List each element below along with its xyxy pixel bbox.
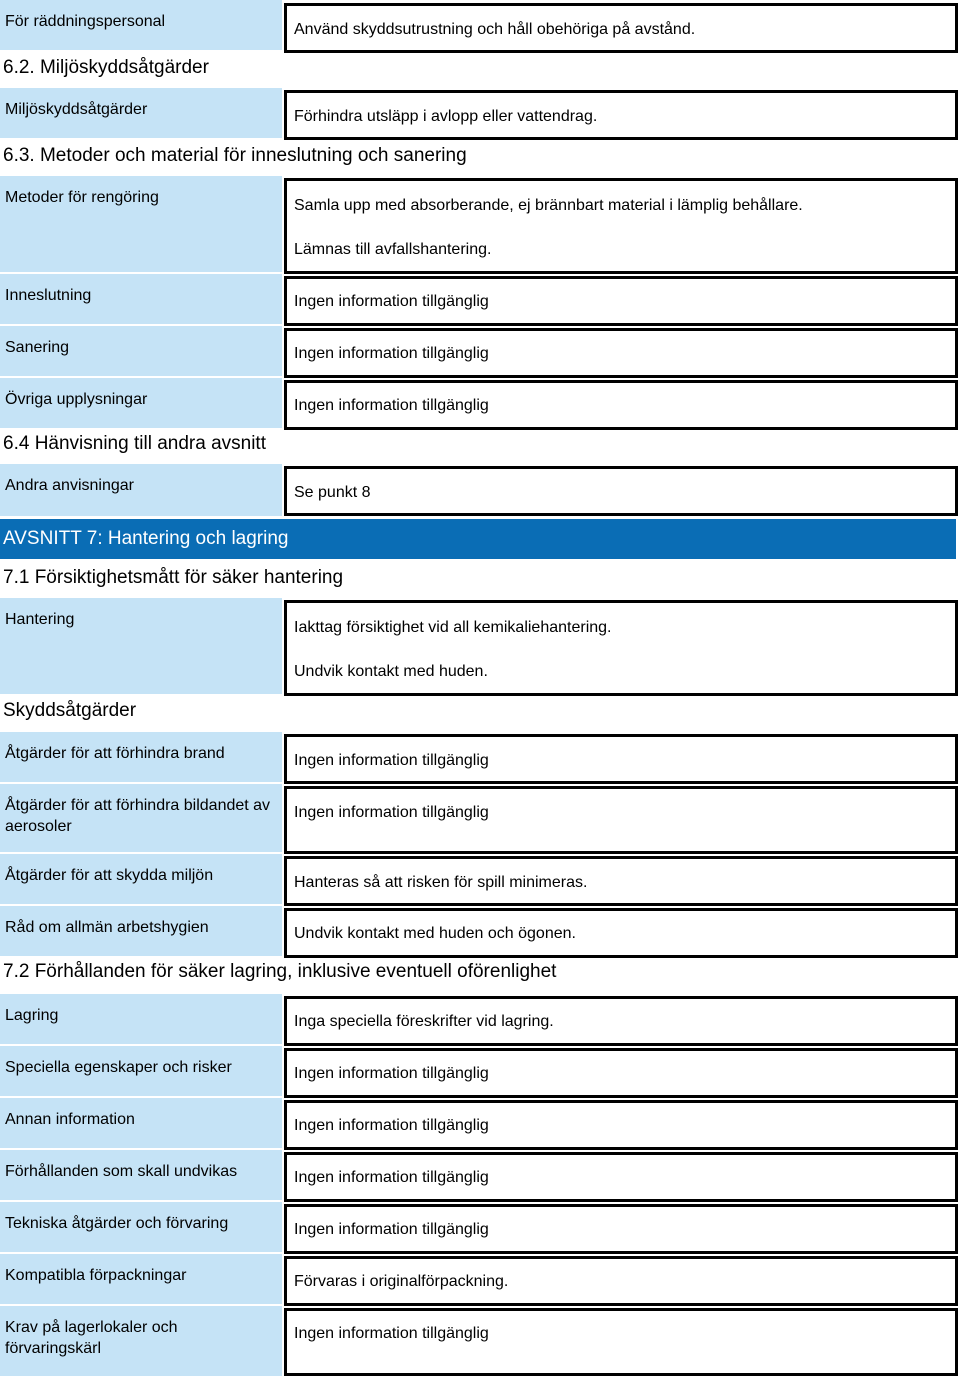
field-value: Ingen information tillgänglig — [294, 1117, 489, 1134]
label-cell — [0, 326, 282, 376]
value-cell — [284, 1256, 958, 1306]
field-value: Ingen information tillgänglig — [294, 804, 489, 821]
value-cell — [284, 734, 958, 784]
label-cell — [0, 274, 282, 324]
field-label: Speciella egenskaper och risker — [5, 1059, 232, 1076]
field-label: Metoder för rengöring — [5, 189, 159, 206]
label-cell — [0, 1046, 282, 1096]
field-label: Miljöskyddsåtgärder — [5, 101, 148, 118]
value-cell — [284, 276, 958, 326]
label-cell — [0, 784, 282, 852]
label-cell — [0, 464, 282, 516]
field-label: Hantering — [5, 611, 75, 628]
field-label: Andra anvisningar — [5, 477, 134, 494]
field-value: Förvaras i originalförpackning. — [294, 1273, 509, 1290]
label-cell — [0, 176, 282, 272]
value-cell — [284, 1100, 958, 1150]
field-label: Förhållanden som skall undvikas — [5, 1163, 238, 1180]
value-cell — [284, 328, 958, 378]
value-cell — [284, 600, 958, 696]
field-value: Förhindra utsläpp i avlopp eller vattendrag. — [294, 108, 598, 125]
field-value: Inga speciella föreskrifter vid lagring. — [294, 1013, 554, 1030]
field-label: Åtgärder för att förhindra bildandet av aerosoler — [5, 797, 271, 835]
heading-skyddsatgarder: Skyddsåtgärder — [3, 700, 137, 721]
field-label: Åtgärder för att skydda miljön — [5, 867, 214, 884]
heading-6-3: 6.3. Metoder och material för inneslutning och sanering — [3, 145, 467, 166]
heading-7-2: 7.2 Förhållanden för säker lagring, inklusive eventuell oförenlighet — [3, 961, 557, 982]
label-cell — [0, 1202, 282, 1252]
value-cell — [284, 1204, 958, 1254]
field-value: Ingen information tillgänglig — [294, 752, 489, 769]
heading-7-1: 7.1 Försiktighetsmått för säker hantering — [3, 567, 344, 588]
field-value: Hanteras så att risken för spill minimeras. — [294, 874, 588, 891]
field-value: Iakttag försiktighet vid all kemikaliehantering. — [294, 619, 612, 636]
label-cell — [0, 1098, 282, 1148]
label-cell — [0, 0, 282, 50]
field-label: Annan information — [5, 1111, 135, 1128]
value-cell — [284, 380, 958, 430]
label-cell — [0, 88, 282, 138]
field-label: Tekniska åtgärder och förvaring — [5, 1215, 229, 1232]
field-value: Ingen information tillgänglig — [294, 1221, 489, 1238]
field-value: Ingen information tillgänglig — [294, 397, 489, 414]
value-cell — [284, 1308, 958, 1376]
field-label: För räddningspersonal — [5, 13, 166, 30]
field-value: Ingen information tillgänglig — [294, 1065, 489, 1082]
label-cell — [0, 598, 282, 694]
field-value: Använd skyddsutrustning och håll obehöriga på avstånd. — [294, 21, 696, 38]
field-label: Krav på lagerlokaler och förvaringskärl — [5, 1319, 178, 1357]
label-cell — [0, 1150, 282, 1200]
field-label: Inneslutning — [5, 287, 92, 304]
field-label: Lagring — [5, 1007, 59, 1024]
field-value: Undvik kontakt med huden. — [294, 663, 488, 680]
label-cell — [0, 378, 282, 428]
label-cell — [0, 1254, 282, 1304]
field-label: Råd om allmän arbetshygien — [5, 919, 209, 936]
heading-6-2: 6.2. Miljöskyddsåtgärder — [3, 57, 209, 78]
value-cell — [284, 1048, 958, 1098]
label-cell — [0, 994, 282, 1044]
field-value: Ingen information tillgänglig — [294, 1169, 489, 1186]
value-cell — [284, 1152, 958, 1202]
field-value: Ingen information tillgänglig — [294, 345, 489, 362]
label-cell — [0, 906, 282, 956]
field-label: Sanering — [5, 339, 70, 356]
section-7-title: AVSNITT 7: Hantering och lagring — [0, 519, 956, 559]
label-cell — [0, 854, 282, 904]
value-cell — [284, 466, 958, 516]
value-cell — [284, 996, 958, 1046]
field-value: Lämnas till avfallshantering. — [294, 241, 492, 258]
value-cell — [284, 856, 958, 906]
value-cell — [284, 90, 958, 140]
field-value: Se punkt 8 — [294, 484, 371, 501]
field-value: Samla upp med absorberande, ej brännbart material i lämplig behållare. — [294, 197, 803, 214]
value-cell — [284, 178, 958, 274]
label-cell — [0, 1306, 282, 1376]
value-cell — [284, 908, 958, 958]
field-label: Övriga upplysningar — [5, 391, 148, 408]
value-cell — [284, 786, 958, 854]
field-label: Åtgärder för att förhindra brand — [5, 745, 225, 762]
field-value: Undvik kontakt med huden och ögonen. — [294, 925, 576, 942]
field-value: Ingen information tillgänglig — [294, 1325, 489, 1342]
field-label: Kompatibla förpackningar — [5, 1267, 187, 1284]
label-cell — [0, 732, 282, 782]
value-cell — [284, 3, 958, 53]
field-value: Ingen information tillgänglig — [294, 293, 489, 310]
heading-6-4: 6.4 Hänvisning till andra avsnitt — [3, 433, 266, 454]
